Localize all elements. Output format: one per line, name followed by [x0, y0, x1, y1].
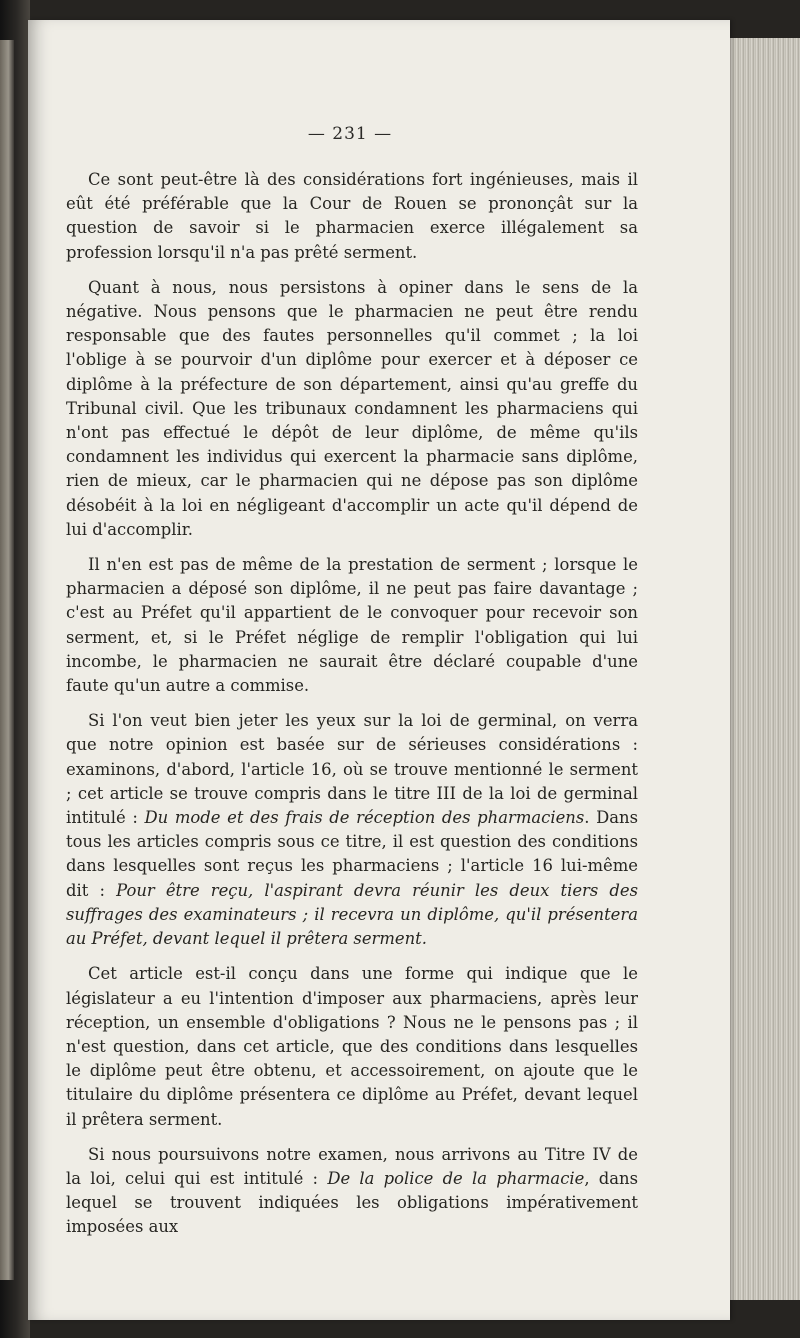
text-run: , dans lequel se trouvent indiquées les obligations impérativement imposées aux [66, 1168, 638, 1237]
text-run: Il n'en est pas de même de la prestation de serment ; lorsque le pharmacien a déposé son diplôme, il ne peut pas faire davantage ; c'est au Préfet qu'il appartient de le convoquer pour recevoir son serment, et, si le Préfet néglige de remplir l'obligation qui lui incombe, le pharmacien ne saurait être déclaré coupable d'une faute qu'un autre a commise. [66, 555, 638, 696]
paragraph [66, 962, 638, 1131]
text-run: Cet article est-il conçu dans une forme qui indique que le législateur a eu l'intention d'imposer aux pharmaciens, après leur réception, un ensemble d'obligations ? Nous ne le pensons pas ; il n'est question, dans cet article, que des conditions dans lesquelles le diplôme peut être obtenu, et accessoirement, on ajoute que le titulaire du diplôme présentera ce diplôme au Préfet, devant lequel il prêtera serment. [66, 964, 638, 1129]
text-run: Si l'on veut bien jeter les yeux sur la loi de germinal, on verra que notre opinion est basée sur de sérieuses considérations : examinons, d'abord, l'article 16, où se trouve mentionné le serment ; cet article se trouve compris dans le titre III de la loi de germinal intitulé : [66, 711, 638, 828]
paragraph [66, 709, 638, 951]
italic-text: Du mode et des frais de réception des pharmaciens [144, 808, 585, 828]
italic-text: De la police de la pharmacie [327, 1168, 585, 1188]
page-edges-stack [729, 38, 800, 1300]
previous-page-edge [0, 40, 14, 1280]
paragraph [66, 1143, 638, 1240]
paragraph [66, 276, 638, 542]
text-run: Si nous poursuivons notre examen, nous arrivons au Titre IV de la loi, celui qui est intitulé : [66, 1144, 638, 1188]
book-page [28, 20, 730, 1320]
text-run: Ce sont peut-être là des considérations fort ingénieuses, mais il eût été préférable que la Cour de Rouen se prononçât sur la question de savoir si le pharmacien exerce illégalement sa profession lorsqu'il n'a pas prêté serment. [66, 170, 638, 262]
page-body [66, 168, 638, 1251]
paragraph [66, 553, 638, 698]
text-run: Quant à nous, nous persistons à opiner dans le sens de la négative. Nous pensons que le pharmacien ne peut être rendu responsable que des fautes personnelles qu'il commet ; la loi l'oblige à se pourvoir d'un diplôme pour exercer et à déposer ce diplôme à la préfecture de son département, ainsi qu'au greffe du Tribunal civil. Que les tribunaux condamnent les pharmaciens qui n'ont pas effectué le dépôt de leur diplôme, de même qu'ils condamnent les individus qui exercent la pharmacie sans diplôme, rien de mieux, car le pharmacien qui ne dépose pas son diplôme désobéit à la loi en négligeant d'accomplir un acte qu'il dépend de lui d'accomplir. [66, 277, 638, 539]
paragraph [66, 168, 638, 265]
italic-text: Pour être reçu, l'aspirant devra réunir les deux tiers des suffrages des examinateurs ; il recevra un diplôme, qu'il présentera au Préfet, devant lequel il prêtera serment. [66, 880, 639, 949]
text-run: . Dans tous les articles compris sous ce titre, il est question des conditions dans lesquelles sont reçus les pharmaciens ; l'article 16 lui-même dit : [66, 808, 638, 900]
page-number: — 231 — [307, 124, 393, 144]
